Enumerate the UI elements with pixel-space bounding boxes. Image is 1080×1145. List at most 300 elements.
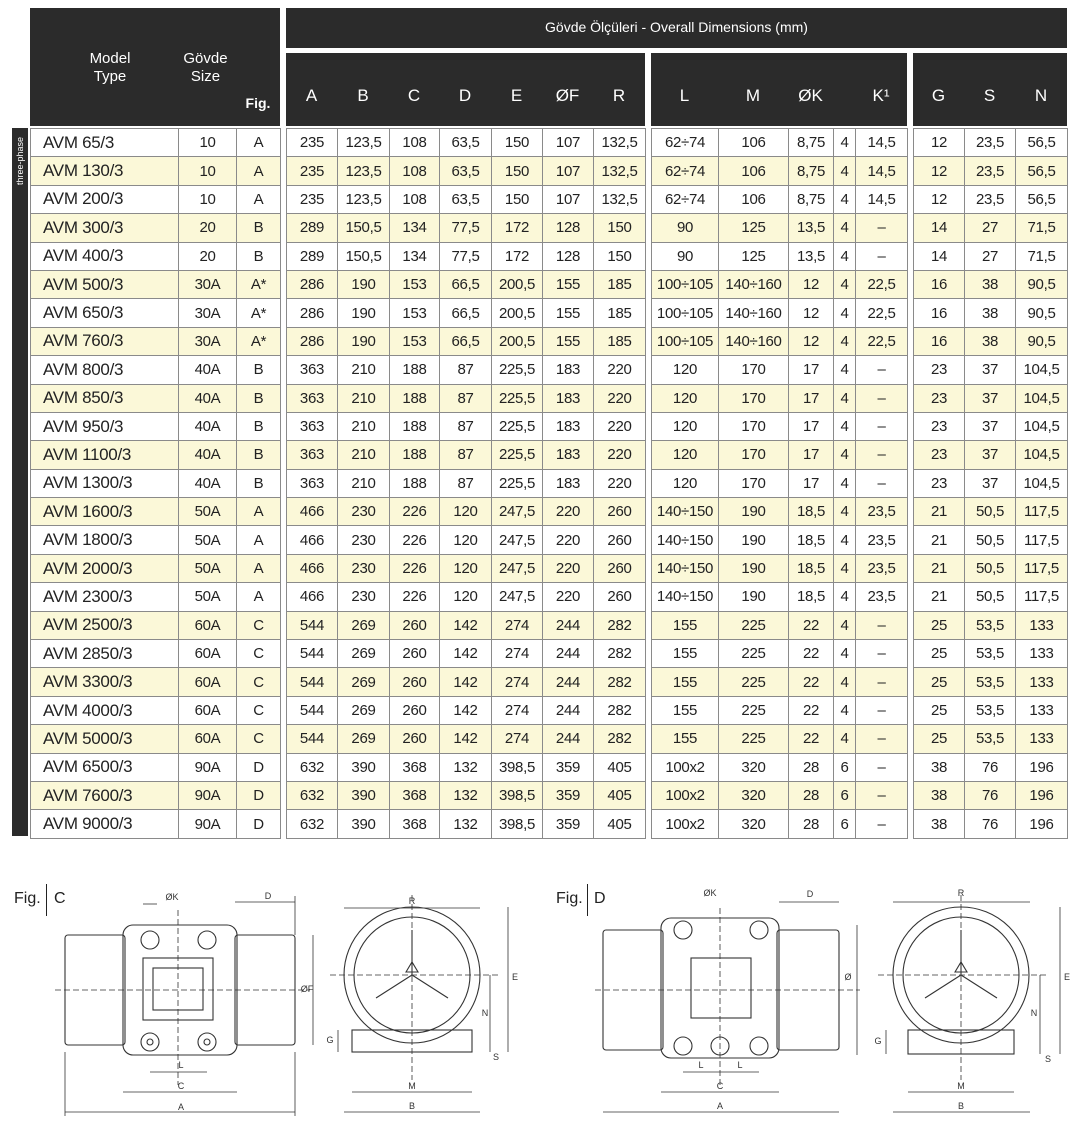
cell-m: 225 [719, 668, 789, 696]
cell-g: 25 [914, 696, 965, 724]
table-row [31, 469, 281, 497]
cell-d: 142 [440, 668, 492, 696]
table-row [914, 384, 1068, 412]
cell-model: AVM 1300/3 [31, 469, 179, 497]
cell-fig: B [237, 441, 281, 469]
fig-c-letter: C [54, 890, 66, 907]
table-row [287, 270, 646, 298]
cell-fig: A [237, 185, 281, 213]
cell-d: 87 [440, 384, 492, 412]
cell-n: 56,5 [1016, 185, 1068, 213]
header-model: Model Type [89, 50, 131, 85]
cell-c: 108 [390, 157, 440, 185]
cell-a: 544 [287, 640, 338, 668]
cell-m: 225 [719, 696, 789, 724]
cell-l: 62÷74 [652, 157, 719, 185]
cell-l: 155 [652, 668, 719, 696]
cell-a: 466 [287, 554, 338, 582]
cell-f: 183 [543, 441, 594, 469]
cell-model: AVM 650/3 [31, 299, 179, 327]
fig-c-label-phif: ØF [300, 984, 314, 994]
cell-g: 14 [914, 242, 965, 270]
cell-e: 247,5 [492, 498, 543, 526]
cell-fig: B [237, 384, 281, 412]
table-row [287, 781, 646, 809]
cell-f: 107 [543, 185, 594, 213]
table-row [31, 583, 281, 611]
cell-s: 23,5 [965, 129, 1016, 157]
fig-c-label-m: M [408, 1081, 416, 1091]
cell-model: AVM 1600/3 [31, 498, 179, 526]
cell-e: 225,5 [492, 384, 543, 412]
cell-s: 38 [965, 270, 1016, 298]
cell-l: 155 [652, 611, 719, 639]
cell-l: 155 [652, 696, 719, 724]
table-row [31, 412, 281, 440]
fig-d-label-a: A [716, 1101, 724, 1111]
cell-b: 269 [338, 611, 390, 639]
cell-size: 40A [179, 356, 237, 384]
cell-g: 21 [914, 526, 965, 554]
table-row [914, 469, 1068, 497]
cell-k1: 23,5 [856, 554, 908, 582]
fig-c-label-s: S [492, 1052, 500, 1062]
cell-b: 230 [338, 554, 390, 582]
cell-f: 155 [543, 327, 594, 355]
cell-e: 274 [492, 611, 543, 639]
table-row [914, 299, 1068, 327]
cell-f: 155 [543, 299, 594, 327]
cell-r: 220 [594, 441, 646, 469]
cell-b: 210 [338, 356, 390, 384]
cell-fig: C [237, 611, 281, 639]
table-row [31, 214, 281, 242]
cell-b: 269 [338, 725, 390, 753]
table-row [287, 498, 646, 526]
cell-f: 244 [543, 696, 594, 724]
col-header-k1: K¹ [872, 86, 890, 105]
cell-e: 172 [492, 214, 543, 242]
cell-k: 17 [789, 412, 834, 440]
cell-b: 269 [338, 696, 390, 724]
table-row [914, 129, 1068, 157]
cell-s: 53,5 [965, 668, 1016, 696]
cell-c: 260 [390, 668, 440, 696]
cell-f: 359 [543, 753, 594, 781]
cell-m: 320 [719, 753, 789, 781]
cell-a: 235 [287, 129, 338, 157]
cell-k-count: 4 [834, 696, 856, 724]
cell-k1: – [856, 753, 908, 781]
cell-m: 190 [719, 498, 789, 526]
cell-k-count: 4 [834, 498, 856, 526]
cell-k1: – [856, 412, 908, 440]
cell-c: 260 [390, 640, 440, 668]
cell-m: 170 [719, 441, 789, 469]
cell-n: 90,5 [1016, 299, 1068, 327]
fig-d-label-phik: ØK [703, 888, 717, 898]
cell-d: 132 [440, 753, 492, 781]
cell-e: 398,5 [492, 753, 543, 781]
cell-n: 117,5 [1016, 526, 1068, 554]
cell-k-count: 4 [834, 611, 856, 639]
cell-k: 17 [789, 469, 834, 497]
cell-a: 544 [287, 725, 338, 753]
cell-b: 390 [338, 753, 390, 781]
cell-d: 120 [440, 526, 492, 554]
cell-fig: A [237, 583, 281, 611]
cell-model: AVM 2850/3 [31, 640, 179, 668]
cell-n: 104,5 [1016, 469, 1068, 497]
cell-l: 62÷74 [652, 129, 719, 157]
cell-k: 12 [789, 327, 834, 355]
table-row [914, 781, 1068, 809]
cell-b: 230 [338, 526, 390, 554]
cell-d: 63,5 [440, 157, 492, 185]
cell-size: 60A [179, 611, 237, 639]
table-dim-l-k1-block [651, 128, 908, 839]
table-row [652, 129, 908, 157]
table-row [914, 753, 1068, 781]
cell-k-count: 4 [834, 583, 856, 611]
fig-d-label-s: S [1044, 1054, 1052, 1064]
cell-s: 27 [965, 214, 1016, 242]
cell-d: 87 [440, 441, 492, 469]
cell-n: 117,5 [1016, 554, 1068, 582]
cell-fig: A [237, 526, 281, 554]
cell-g: 38 [914, 753, 965, 781]
cell-c: 188 [390, 469, 440, 497]
table-row [652, 157, 908, 185]
fig-c-label-phik: ØK [165, 892, 179, 902]
fig-c-label-c: C [177, 1081, 185, 1091]
cell-k1: 22,5 [856, 299, 908, 327]
cell-s: 37 [965, 441, 1016, 469]
cell-k1: 14,5 [856, 129, 908, 157]
table-row [652, 185, 908, 213]
cell-g: 12 [914, 129, 965, 157]
cell-k-count: 4 [834, 668, 856, 696]
cell-f: 183 [543, 412, 594, 440]
cell-model: AVM 5000/3 [31, 725, 179, 753]
cell-size: 20 [179, 214, 237, 242]
cell-k1: 14,5 [856, 157, 908, 185]
cell-b: 123,5 [338, 185, 390, 213]
cell-f: 220 [543, 583, 594, 611]
table-row [914, 214, 1068, 242]
table-row [31, 270, 281, 298]
cell-e: 200,5 [492, 270, 543, 298]
cell-size: 90A [179, 753, 237, 781]
cell-size: 50A [179, 554, 237, 582]
cell-k: 8,75 [789, 157, 834, 185]
cell-size: 50A [179, 583, 237, 611]
cell-d: 120 [440, 498, 492, 526]
cell-a: 289 [287, 242, 338, 270]
cell-g: 12 [914, 185, 965, 213]
cell-g: 25 [914, 725, 965, 753]
table-row [652, 696, 908, 724]
cell-k-count: 4 [834, 469, 856, 497]
table-row [914, 583, 1068, 611]
cell-k-count: 4 [834, 327, 856, 355]
cell-m: 225 [719, 640, 789, 668]
cell-l: 100x2 [652, 781, 719, 809]
cell-l: 155 [652, 640, 719, 668]
cell-c: 188 [390, 384, 440, 412]
fig-c-label-a: A [177, 1102, 185, 1112]
col-header-d: D [458, 86, 472, 105]
cell-k: 28 [789, 810, 834, 838]
table-row [652, 725, 908, 753]
cell-g: 16 [914, 270, 965, 298]
cell-a: 363 [287, 469, 338, 497]
cell-k: 17 [789, 356, 834, 384]
cell-fig: C [237, 696, 281, 724]
table-row [914, 327, 1068, 355]
cell-size: 40A [179, 441, 237, 469]
cell-s: 38 [965, 299, 1016, 327]
cell-k: 12 [789, 270, 834, 298]
cell-f: 183 [543, 384, 594, 412]
cell-size: 60A [179, 668, 237, 696]
cell-m: 106 [719, 157, 789, 185]
cell-m: 125 [719, 214, 789, 242]
cell-s: 76 [965, 781, 1016, 809]
cell-l: 140÷150 [652, 554, 719, 582]
cell-n: 117,5 [1016, 583, 1068, 611]
cell-size: 60A [179, 696, 237, 724]
cell-g: 16 [914, 327, 965, 355]
cell-e: 274 [492, 668, 543, 696]
cell-l: 120 [652, 441, 719, 469]
cell-c: 368 [390, 753, 440, 781]
cell-fig: D [237, 781, 281, 809]
cell-k-count: 4 [834, 299, 856, 327]
cell-g: 23 [914, 412, 965, 440]
cell-f: 359 [543, 781, 594, 809]
cell-d: 120 [440, 554, 492, 582]
cell-model: AVM 950/3 [31, 412, 179, 440]
table-row [914, 668, 1068, 696]
cell-k1: – [856, 781, 908, 809]
cell-f: 244 [543, 725, 594, 753]
table-row [31, 696, 281, 724]
cell-fig: A [237, 498, 281, 526]
table-row [652, 781, 908, 809]
table-row [652, 356, 908, 384]
col-header-e: E [510, 86, 523, 105]
cell-fig: D [237, 810, 281, 838]
table-row [287, 696, 646, 724]
cell-size: 10 [179, 157, 237, 185]
table-row [287, 753, 646, 781]
cell-f: 107 [543, 157, 594, 185]
cell-c: 226 [390, 526, 440, 554]
cell-e: 274 [492, 640, 543, 668]
cell-n: 104,5 [1016, 412, 1068, 440]
cell-size: 60A [179, 725, 237, 753]
cell-a: 632 [287, 753, 338, 781]
table-row [652, 242, 908, 270]
table-row [31, 526, 281, 554]
table-row [914, 270, 1068, 298]
cell-s: 23,5 [965, 185, 1016, 213]
cell-fig: A* [237, 327, 281, 355]
cell-k: 17 [789, 441, 834, 469]
cell-c: 368 [390, 810, 440, 838]
table-row [31, 441, 281, 469]
cell-k1: – [856, 696, 908, 724]
table-row [914, 696, 1068, 724]
cell-size: 30A [179, 327, 237, 355]
table-row [652, 384, 908, 412]
cell-f: 183 [543, 356, 594, 384]
cell-r: 150 [594, 214, 646, 242]
cell-a: 363 [287, 412, 338, 440]
cell-g: 14 [914, 214, 965, 242]
cell-l: 120 [652, 412, 719, 440]
cell-model: AVM 9000/3 [31, 810, 179, 838]
fig-d-label-phi: Ø [844, 972, 852, 982]
cell-d: 77,5 [440, 214, 492, 242]
cell-fig: D [237, 753, 281, 781]
cell-l: 140÷150 [652, 498, 719, 526]
table-row [31, 185, 281, 213]
cell-model: AVM 4000/3 [31, 696, 179, 724]
table-row [914, 498, 1068, 526]
cell-k: 18,5 [789, 583, 834, 611]
cell-r: 220 [594, 469, 646, 497]
table-row [914, 526, 1068, 554]
cell-g: 25 [914, 640, 965, 668]
fig-d-label-c: C [716, 1081, 724, 1091]
cell-b: 123,5 [338, 129, 390, 157]
cell-l: 120 [652, 356, 719, 384]
cell-size: 40A [179, 412, 237, 440]
cell-size: 60A [179, 640, 237, 668]
cell-n: 196 [1016, 753, 1068, 781]
table-row [287, 185, 646, 213]
cell-k1: – [856, 725, 908, 753]
table-row [652, 810, 908, 838]
cell-r: 405 [594, 810, 646, 838]
cell-r: 220 [594, 384, 646, 412]
fig-d-label-d: D [806, 889, 814, 899]
cell-f: 244 [543, 611, 594, 639]
cell-b: 230 [338, 583, 390, 611]
fig-c-label-b: B [408, 1101, 416, 1111]
cell-m: 320 [719, 810, 789, 838]
fig-d-label-b: B [957, 1101, 965, 1111]
cell-size: 30A [179, 299, 237, 327]
cell-c: 188 [390, 356, 440, 384]
cell-model: AVM 7600/3 [31, 781, 179, 809]
cell-l: 140÷150 [652, 583, 719, 611]
cell-r: 185 [594, 327, 646, 355]
cell-k1: – [856, 214, 908, 242]
cell-r: 150 [594, 242, 646, 270]
cell-s: 53,5 [965, 696, 1016, 724]
cell-fig: B [237, 356, 281, 384]
cell-g: 25 [914, 668, 965, 696]
cell-a: 286 [287, 299, 338, 327]
table-row [31, 299, 281, 327]
cell-d: 63,5 [440, 185, 492, 213]
cell-n: 90,5 [1016, 327, 1068, 355]
cell-l: 100÷105 [652, 270, 719, 298]
cell-n: 104,5 [1016, 384, 1068, 412]
cell-k: 28 [789, 781, 834, 809]
cell-n: 117,5 [1016, 498, 1068, 526]
cell-m: 140÷160 [719, 327, 789, 355]
cell-k: 18,5 [789, 526, 834, 554]
cell-model: AVM 400/3 [31, 242, 179, 270]
cell-b: 210 [338, 469, 390, 497]
cell-d: 132 [440, 781, 492, 809]
cell-g: 23 [914, 384, 965, 412]
cell-a: 286 [287, 327, 338, 355]
cell-model: AVM 500/3 [31, 270, 179, 298]
cell-a: 466 [287, 583, 338, 611]
table-row [914, 441, 1068, 469]
cell-l: 155 [652, 725, 719, 753]
cell-model: AVM 850/3 [31, 384, 179, 412]
cell-g: 38 [914, 810, 965, 838]
cell-c: 260 [390, 725, 440, 753]
table-row [287, 129, 646, 157]
cell-r: 282 [594, 696, 646, 724]
cell-b: 210 [338, 412, 390, 440]
cell-model: AVM 1800/3 [31, 526, 179, 554]
cell-c: 260 [390, 611, 440, 639]
col-header-r: R [612, 86, 626, 105]
cell-fig: C [237, 640, 281, 668]
cell-k1: 23,5 [856, 583, 908, 611]
cell-d: 132 [440, 810, 492, 838]
table-row [652, 611, 908, 639]
cell-k-count: 4 [834, 554, 856, 582]
cell-fig: B [237, 242, 281, 270]
fig-c-label-e: E [511, 972, 519, 982]
table-row [914, 157, 1068, 185]
cell-r: 132,5 [594, 157, 646, 185]
cell-k-count: 4 [834, 412, 856, 440]
cell-n: 133 [1016, 725, 1068, 753]
cell-d: 142 [440, 696, 492, 724]
cell-n: 56,5 [1016, 157, 1068, 185]
cell-s: 50,5 [965, 583, 1016, 611]
cell-e: 398,5 [492, 781, 543, 809]
table-row [31, 725, 281, 753]
cell-s: 50,5 [965, 526, 1016, 554]
cell-g: 16 [914, 299, 965, 327]
col-header-k: ØK [798, 86, 823, 105]
cell-a: 289 [287, 214, 338, 242]
table-row [31, 498, 281, 526]
cell-c: 153 [390, 299, 440, 327]
cell-model: AVM 130/3 [31, 157, 179, 185]
cell-g: 23 [914, 356, 965, 384]
table-row [914, 242, 1068, 270]
cell-k1: 23,5 [856, 526, 908, 554]
cell-k: 17 [789, 384, 834, 412]
table-row [31, 810, 281, 838]
cell-fig: A [237, 129, 281, 157]
table-row [914, 640, 1068, 668]
cell-r: 220 [594, 412, 646, 440]
cell-n: 56,5 [1016, 129, 1068, 157]
